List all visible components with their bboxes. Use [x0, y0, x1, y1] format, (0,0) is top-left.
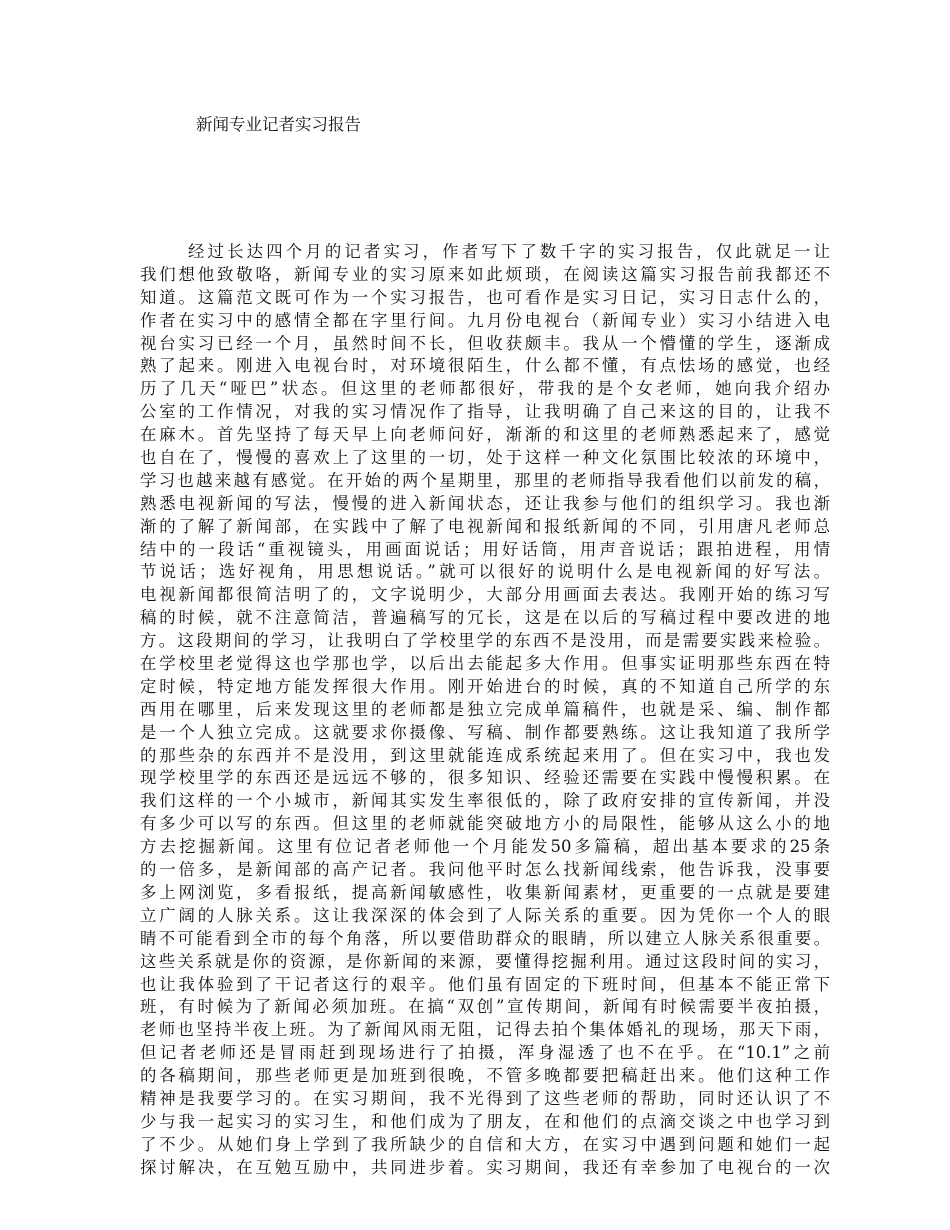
body-line: 的各稿期间，那些老师更是加班到很晚，不管多晚都要把稿赶出来。他们这种工作 [140, 1066, 830, 1086]
body-line: 定时候，特定地方能发挥很大作用。刚开始进台的时候，真的不知道自己所学的东 [140, 676, 830, 696]
body-line: 立广阔的人脉关系。这让我深深的体会到了人际关系的重要。因为凭你一个人的眼 [140, 905, 830, 925]
body-line: 熟悉电视新闻的写法，慢慢的进入新闻状态，还让我参与他们的组织学习。我也渐 [140, 493, 830, 513]
body-line: 历了几天“哑巴”状态。但这里的老师都很好，带我的是个女老师，她向我介绍办 [140, 379, 830, 399]
body-line: 有多少可以写的东西。但这里的老师就能突破地方小的局限性，能够从这么小的地 [140, 814, 830, 834]
body-line: 这些关系就是你的资源，是你新闻的来源，要懂得挖掘利用。通过这段时间的实习， [140, 951, 830, 971]
body-line: 渐的了解了新闻部，在实践中了解了电视新闻和报纸新闻的不同，引用唐凡老师总 [140, 516, 830, 536]
body-line: 在学校里老觉得这也学那也学，以后出去能起多大作用。但事实证明那些东西在特 [140, 654, 830, 674]
body-line: 方去挖掘新闻。这里有位记者老师他一个月能发50多篇稿，超出基本要求的25条 [140, 837, 830, 857]
body-line: 少与我一起实习的实习生，和他们成为了朋友，在和他们的点滴交谈之中也学习到 [140, 1111, 830, 1131]
body-line: 也自在了，慢慢的喜欢上了这里的一切，处于这样一种文化氛围比较浓的环境中， [140, 448, 830, 468]
body-line: 熟了起来。刚进入电视台时，对环境很陌生，什么都不懂，有点怯场的感觉，也经 [140, 356, 830, 376]
body-line: 的那些杂的东西并不是没用，到这里就能连成系统起来用了。但在实习中，我也发 [140, 745, 830, 765]
body-line: 公室的工作情况，对我的实习情况作了指导，让我明确了自己来这的目的，让我不 [140, 402, 830, 422]
body-line: 精神是我要学习的。在实习期间，我不光得到了这些老师的帮助，同时还认识了不 [140, 1088, 830, 1108]
body-line: 稿的时候，就不注意简洁，普遍稿写的冗长，这是在以后的写稿过程中要改进的地 [140, 608, 830, 628]
body-line: 节说话；选好视角，用思想说话。”就可以很好的说明什么是电视新闻的好写法。 [140, 562, 830, 582]
body-line: 也让我体验到了干记者这行的艰辛。他们虽有固定的下班时间，但基本不能正常下 [140, 974, 830, 994]
body-line: 睛不可能看到全市的每个角落，所以要借助群众的眼睛，所以建立人脉关系很重要。 [140, 928, 830, 948]
body-line: 老师也坚持半夜上班。为了新闻风雨无阻，记得去拍个集体婚礼的现场，那天下雨， [140, 1020, 830, 1040]
body-line: 班，有时候为了新闻必须加班。在搞“双创”宣传期间，新闻有时候需要半夜拍摄， [140, 997, 830, 1017]
body-line: 知道。这篇范文既可作为一个实习报告，也可看作是实习日记，实习日志什么的， [140, 287, 830, 307]
body-line: 探讨解决，在互勉互励中，共同进步着。实习期间，我还有幸参加了电视台的一次 [140, 1157, 830, 1177]
body-line: 学习也越来越有感觉。在开始的两个星期里，那里的老师指导我看他们以前发的稿， [140, 470, 830, 490]
body-line: 现学校里学的东西还是远远不够的，很多知识、经验还需要在实践中慢慢积累。在 [140, 768, 830, 788]
body-line: 了不少。从她们身上学到了我所缺少的自信和大方，在实习中遇到问题和她们一起 [140, 1134, 830, 1154]
body-line: 我们这样的一个小城市，新闻其实发生率很低的，除了政府安排的宣传新闻，并没 [140, 791, 830, 811]
body-line: 但记者老师还是冒雨赶到现场进行了拍摄，浑身湿透了也不在乎。在“10.1”之前 [140, 1043, 830, 1063]
body-line: 电视新闻都很简洁明了的，文字说明少，大部分用画面去表达。我刚开始的练习写 [140, 585, 830, 605]
body-line: 西用在哪里，后来发现这里的老师都是独立完成单篇稿件，也就是采、编、制作都 [140, 699, 830, 719]
body-line: 多上网浏览，多看报纸，提高新闻敏感性，收集新闻素材，更重要的一点就是要建 [140, 882, 830, 902]
document-title: 新闻专业记者实习报告 [196, 115, 361, 134]
body-line: 结中的一段话“重视镜头，用画面说话；用好话筒，用声音说话；跟拍进程，用情 [140, 539, 830, 559]
body-line: 经过长达四个月的记者实习，作者写下了数千字的实习报告，仅此就足一让 [188, 242, 830, 261]
body-line: 的一倍多，是新闻部的高产记者。我问他平时怎么找新闻线索，他告诉我，没事要 [140, 860, 830, 880]
body-line: 是一个人独立完成。这就要求你摄像、写稿、制作都要熟练。这让我知道了我所学 [140, 722, 830, 742]
body-line: 在麻木。首先坚持了每天早上向老师问好，渐渐的和这里的老师熟悉起来了，感觉 [140, 425, 830, 445]
body-line: 视台实习已经一个月，虽然时间不长，但收获颇丰。我从一个懵懂的学生，逐渐成 [140, 333, 830, 353]
document-body [140, 241, 830, 1180]
body-line: 作者在实习中的感情全都在字里行间。九月份电视台（新闻专业）实习小结进入电 [140, 310, 830, 330]
body-line: 我们想他致敬咯，新闻专业的实习原来如此烦琐，在阅读这篇实习报告前我都还不 [140, 264, 830, 284]
body-line: 方。这段期间的学习，让我明白了学校里学的东西不是没用，而是需要实践来检验。 [140, 631, 830, 651]
